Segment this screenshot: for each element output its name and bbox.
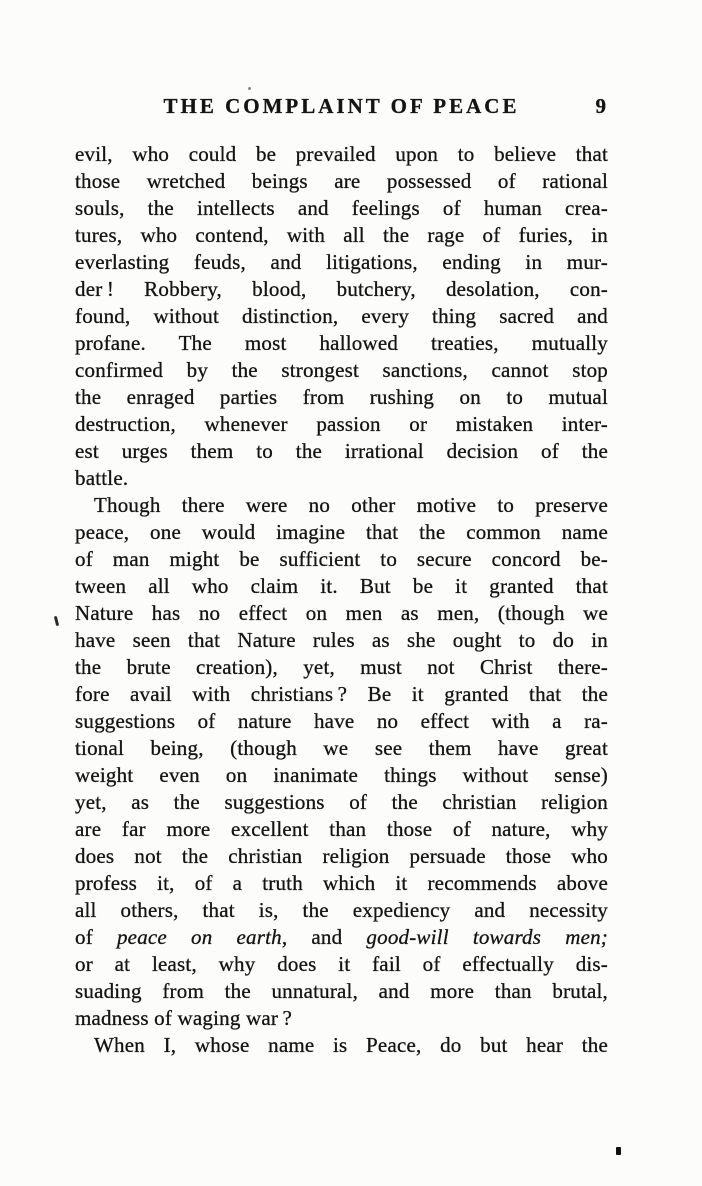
text-line: of peace on earth, and good-will towards men; [75, 925, 608, 949]
text-line: confirmed by the strongest sanctions, cannot stop [75, 358, 608, 382]
text-line: tween all who claim it. But be it granted that [75, 574, 608, 598]
text-line: When I, whose name is Peace, do but hear the [94, 1033, 608, 1057]
body-text [75, 141, 608, 1059]
text-line: der ! Robbery, blood, butchery, desolation, con- [75, 277, 608, 301]
text-line: those wretched beings are possessed of rational [75, 169, 608, 193]
text-line: weight even on inanimate things without sense) [75, 763, 608, 787]
running-header [75, 94, 608, 120]
page-title: THE COMPLAINT OF PEACE [163, 94, 520, 118]
text-line: tures, who contend, with all the rage of furies, in [75, 223, 608, 247]
text-line: Though there were no other motive to preserve [94, 493, 608, 517]
text-line: evil, who could be prevailed upon to believe that [75, 142, 608, 166]
text-line: all others, that is, the expediency and necessity [75, 898, 608, 922]
text-line: yet, as the suggestions of the christian religion [75, 790, 608, 814]
text-line: of man might be sufficient to secure concord be- [75, 547, 608, 571]
page-number: 9 [595, 94, 606, 118]
text-line: have seen that Nature rules as she ought to do in [75, 628, 608, 652]
text-line: are far more excellent than those of nature, why [75, 817, 608, 841]
text-line: the brute creation), yet, must not Christ there- [75, 655, 608, 679]
text-line: or at least, why does it fail of effectually dis- [75, 952, 608, 976]
text-line: est urges them to the irrational decision of the [75, 439, 608, 463]
text-line: everlasting feuds, and litigations, ending in mur- [75, 250, 608, 274]
text-line: madness of waging war ? [75, 1006, 292, 1030]
text-line: Nature has no effect on men as men, (though we [75, 601, 608, 625]
scan-speck [616, 1147, 621, 1155]
text-line: destruction, whenever passion or mistaken inter- [75, 412, 608, 436]
scan-speck [54, 616, 59, 626]
text-line: battle. [75, 466, 129, 490]
text-line: tional being, (though we see them have great [75, 736, 608, 760]
text-line: profess it, of a truth which it recommends above [75, 871, 608, 895]
text-line: souls, the intellects and feelings of human crea- [75, 196, 608, 220]
text-line: does not the christian religion persuade those who [75, 844, 608, 868]
scan-speck [248, 87, 251, 90]
text-line: suading from the unnatural, and more than brutal, [75, 979, 608, 1003]
text-line: the enraged parties from rushing on to mutual [75, 385, 608, 409]
text-line: profane. The most hallowed treaties, mutually [75, 331, 608, 355]
text-line: found, without distinction, every thing sacred and [75, 304, 608, 328]
text-line: peace, one would imagine that the common name [75, 520, 608, 544]
text-line: fore avail with christians ? Be it granted that the [75, 682, 608, 706]
text-line: suggestions of nature have no effect with a ra- [75, 709, 608, 733]
